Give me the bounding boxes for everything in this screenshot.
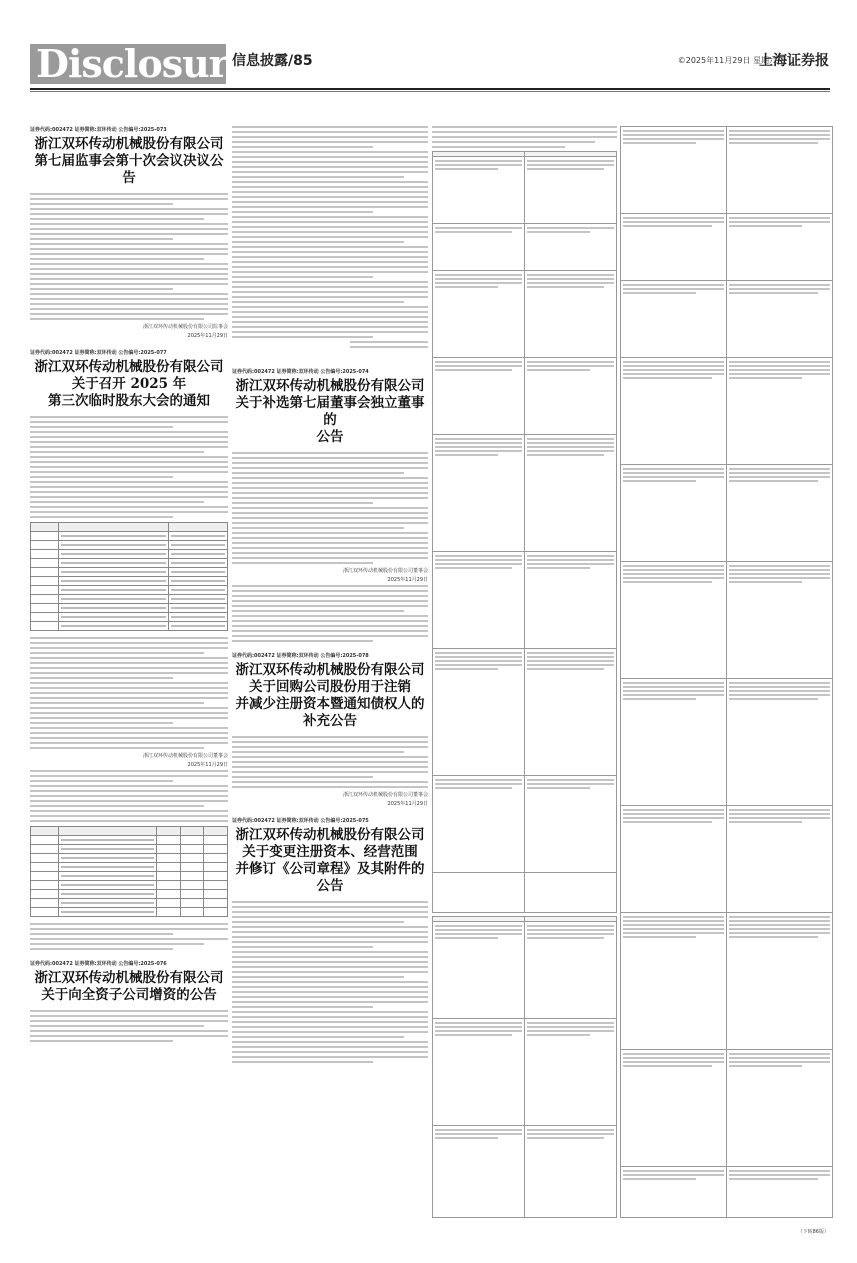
- announcement-meta: 证券代码:002472 证券简称:双环传动 公告编号:2025-076: [30, 961, 167, 967]
- signature-date: 2025年11月29日: [387, 801, 428, 807]
- body-text: [30, 1010, 228, 1042]
- proposal-table: [30, 522, 228, 631]
- announcement-meta: 证券代码:002472 证券简称:双环传动 公告编号:2025-075: [232, 818, 369, 824]
- signature: 浙江双环传动机械股份有限公司董事会: [342, 792, 428, 798]
- signature: 浙江双环传动机械股份有限公司董事会: [142, 753, 228, 759]
- body-text: [232, 452, 428, 564]
- body-text: [232, 736, 428, 788]
- signature-date: 2025年11月29日: [187, 333, 228, 339]
- body-text: [232, 901, 428, 1063]
- body-text: [30, 923, 228, 950]
- announcement-title: 浙江双环传动机械股份有限公司 关于回购公司股份用于注销 并减少注册资本暨通知债权人的 补充公告: [235, 662, 425, 729]
- announcement-independent-director: [232, 368, 428, 642]
- header-rule: [30, 88, 830, 90]
- signature: 浙江双环传动机械股份有限公司监事会: [142, 324, 228, 330]
- header-rule-thin: [30, 91, 830, 92]
- body-text: [30, 637, 228, 749]
- column-1: [30, 126, 228, 1052]
- comparison-table-right: [620, 126, 833, 1218]
- signature-date: 2025年11月29日: [387, 577, 428, 583]
- body-text: [232, 126, 428, 348]
- brand-logo: Disclosure: [30, 44, 226, 84]
- signature: 浙江双环传动机械股份有限公司董事会: [342, 568, 428, 574]
- proxy-form-text: [30, 770, 228, 822]
- column-3: [432, 126, 617, 1218]
- comparison-table-bottom: [432, 916, 617, 1218]
- section-title: 信息披露/85: [232, 53, 313, 69]
- signature-date: 2025年11月29日: [187, 762, 228, 768]
- body-text: [30, 416, 228, 518]
- masthead: [0, 0, 857, 94]
- resume-text: [232, 585, 428, 642]
- announcement-title: 浙江双环传动机械股份有限公司 关于补选第七届董事会独立董事的 公告: [235, 378, 425, 445]
- announcement-title: 浙江双环传动机械股份有限公司 关于召开 2025 年 第三次临时股东大会的通知: [34, 359, 224, 409]
- column-2: [232, 126, 428, 1073]
- newspaper-logo: 上海证券报: [759, 53, 829, 69]
- announcement-supervisory-board: [30, 126, 228, 339]
- comparison-table-top: [432, 151, 617, 913]
- announcement-meta: 证券代码:002472 证券简称:双环传动 公告编号:2025-078: [232, 653, 369, 659]
- announcement-title: 浙江双环传动机械股份有限公司 第七届监事会第十次会议决议公告: [34, 136, 224, 186]
- announcement-title: 浙江双环传动机械股份有限公司 关于变更注册资本、经营范围 并修订《公司章程》及其附件的公告: [235, 827, 425, 894]
- announcement-capital-increase: [30, 960, 228, 1042]
- announcement-meta: 证券代码:002472 证券简称:双环传动 公告编号:2025-074: [232, 369, 369, 375]
- body-text: [30, 193, 228, 320]
- announcement-title: 浙江双环传动机械股份有限公司 关于向全资子公司增资的公告: [34, 970, 224, 1003]
- announcement-meta: 证券代码:002472 证券简称:双环传动 公告编号:2025-077: [30, 350, 167, 356]
- proxy-vote-table: [30, 826, 228, 917]
- announcement-shareholders-meeting: [30, 349, 228, 950]
- continued-note: （下转86版）: [797, 1229, 829, 1235]
- announcement-meta: 证券代码:002472 证券简称:双环传动 公告编号:2025-073: [30, 127, 167, 133]
- announcement-articles-amendment: [232, 817, 428, 1063]
- issue-date: ©2025年11月29日 星期六: [677, 56, 777, 65]
- announcement-share-repurchase: [232, 652, 428, 807]
- column-4: [620, 126, 833, 1218]
- body-text: [432, 126, 617, 148]
